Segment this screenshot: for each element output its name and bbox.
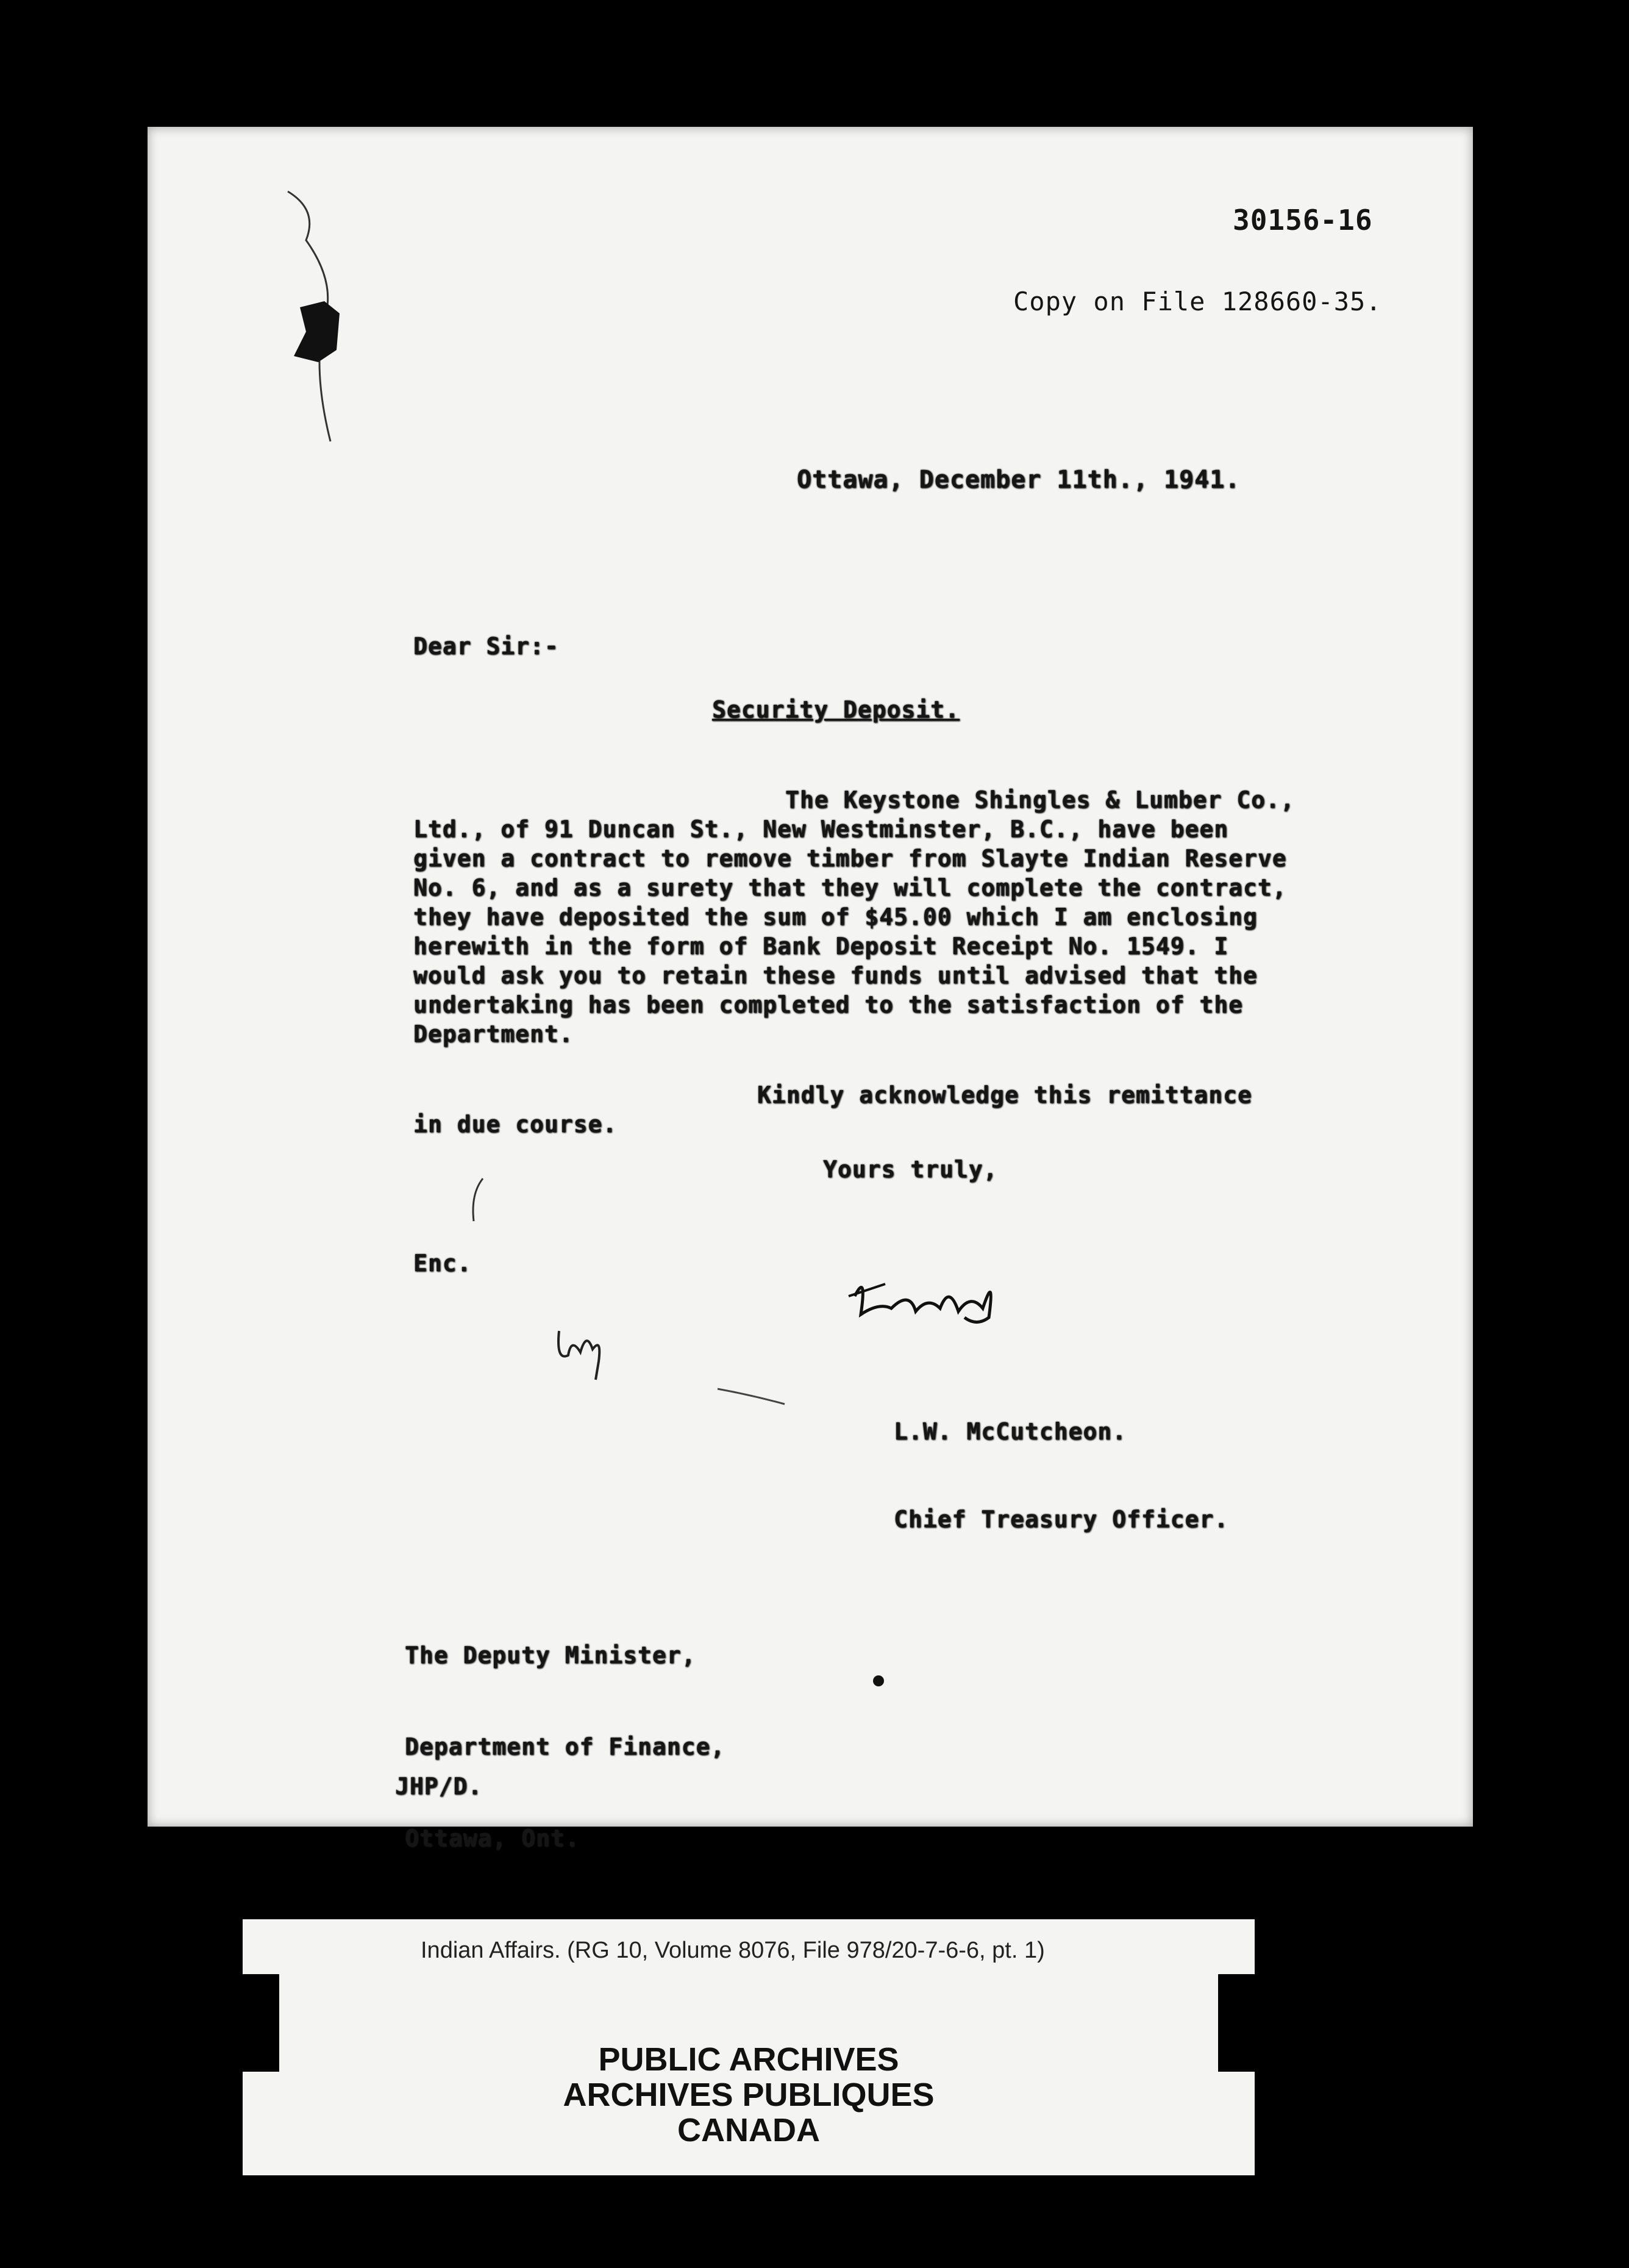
addressee-line: Department of Finance, <box>405 1733 725 1760</box>
archive-name-en: PUBLIC ARCHIVES <box>598 2041 899 2078</box>
addressee-line: The Deputy Minister, <box>405 1642 696 1669</box>
archive-reference: Indian Affairs. (RG 10, Volume 8076, File 978/20-7-6-6, pt. 1) <box>421 1938 1045 1963</box>
body-line: herewith in the form of Bank Deposit Receipt No. 1549. I <box>413 933 1229 960</box>
ink-smudge-icon <box>282 185 355 454</box>
pen-stroke-mark <box>465 1175 489 1224</box>
signature-block <box>894 1358 1228 1592</box>
copy-on-file-note: Copy on File 128660-35. <box>1013 287 1382 316</box>
file-number: 30156-16 <box>1233 204 1373 237</box>
body-line: undertaking has been completed to the satisfaction of the <box>413 991 1244 1018</box>
subject-heading: Security Deposit. <box>712 696 960 723</box>
typist-initials: JHP/D. <box>395 1773 483 1800</box>
enclosure-note: Enc. <box>413 1250 472 1277</box>
date-line: Ottawa, December 11th., 1941. <box>797 466 1241 494</box>
body-line: given a contract to remove timber from Slayte Indian Reserve <box>413 845 1287 872</box>
body-line: Department. <box>413 1021 574 1047</box>
salutation: Dear Sir:- <box>413 633 559 660</box>
pen-stroke-mark <box>715 1383 788 1407</box>
handwritten-initials-mark <box>553 1319 608 1386</box>
letter-page <box>148 127 1473 1852</box>
acknowledge-line: Kindly acknowledge this remittance <box>757 1082 1252 1108</box>
signer-title: Chief Treasury Officer. <box>894 1506 1229 1533</box>
addressee-line: Ottawa, Ont. <box>405 1825 580 1852</box>
closing: Yours truly, <box>823 1156 998 1183</box>
ink-dot <box>873 1675 884 1686</box>
archive-label-card <box>243 1919 1255 2175</box>
archive-name-fr: ARCHIVES PUBLIQUES <box>563 2077 935 2113</box>
signer-name: L.W. McCutcheon. <box>894 1418 1127 1445</box>
addressee-block <box>405 1579 725 1914</box>
handwritten-signature <box>843 1260 1038 1339</box>
body-line: would ask you to retain these funds until advised that the <box>413 962 1258 989</box>
body-line: they have deposited the sum of $45.00 which I am enclosing <box>413 904 1258 930</box>
body-line: Ltd., of 91 Duncan St., New Westminster, B.C., have been <box>413 816 1229 843</box>
archive-country: CANADA <box>677 2112 820 2149</box>
acknowledge-line: in due course. <box>413 1111 618 1138</box>
body-line: No. 6, and as a surety that they will complete the contract, <box>413 874 1287 901</box>
body-line: The Keystone Shingles & Lumber Co., <box>785 786 1295 813</box>
